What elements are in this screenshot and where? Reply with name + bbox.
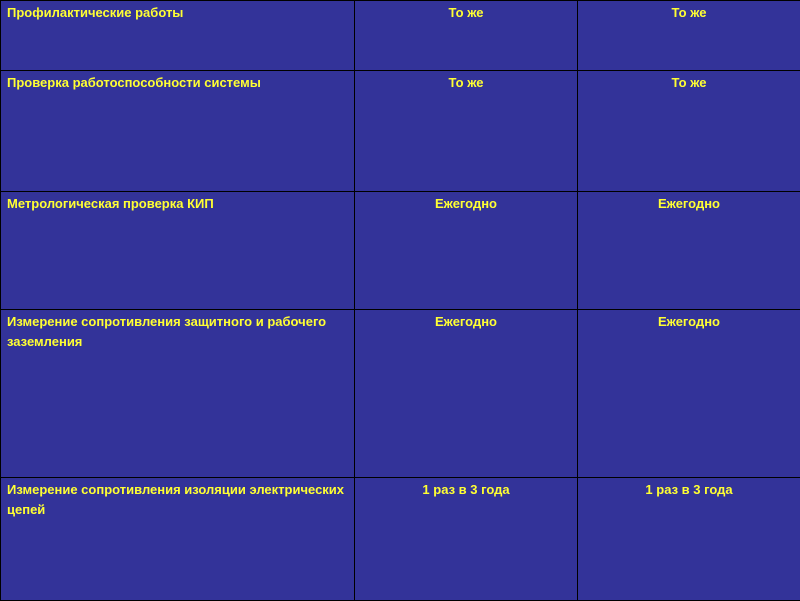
row-value-col3: 1 раз в 3 года — [578, 478, 800, 601]
row-value-col2: Ежегодно — [355, 192, 578, 310]
row-value-col2: Ежегодно — [355, 310, 578, 478]
table-row — [1, 71, 800, 192]
row-value-col3: То же — [578, 71, 800, 192]
table-row — [1, 478, 800, 601]
table-row — [1, 1, 800, 71]
row-label: Профилактические работы — [1, 1, 355, 71]
row-label: Измерение сопротивления защитного и рабочего заземления — [1, 310, 355, 478]
table-row — [1, 310, 800, 478]
row-value-col3: То же — [578, 1, 800, 71]
table-row — [1, 192, 800, 310]
row-value-col2: 1 раз в 3 года — [355, 478, 578, 601]
row-value-col3: Ежегодно — [578, 192, 800, 310]
row-value-col2: То же — [355, 1, 578, 71]
row-label: Измерение сопротивления изоляции электрических цепей — [1, 478, 355, 601]
row-value-col3: Ежегодно — [578, 310, 800, 478]
row-value-col2: То же — [355, 71, 578, 192]
row-label: Проверка работоспособности системы — [1, 71, 355, 192]
row-label: Метрологическая проверка КИП — [1, 192, 355, 310]
